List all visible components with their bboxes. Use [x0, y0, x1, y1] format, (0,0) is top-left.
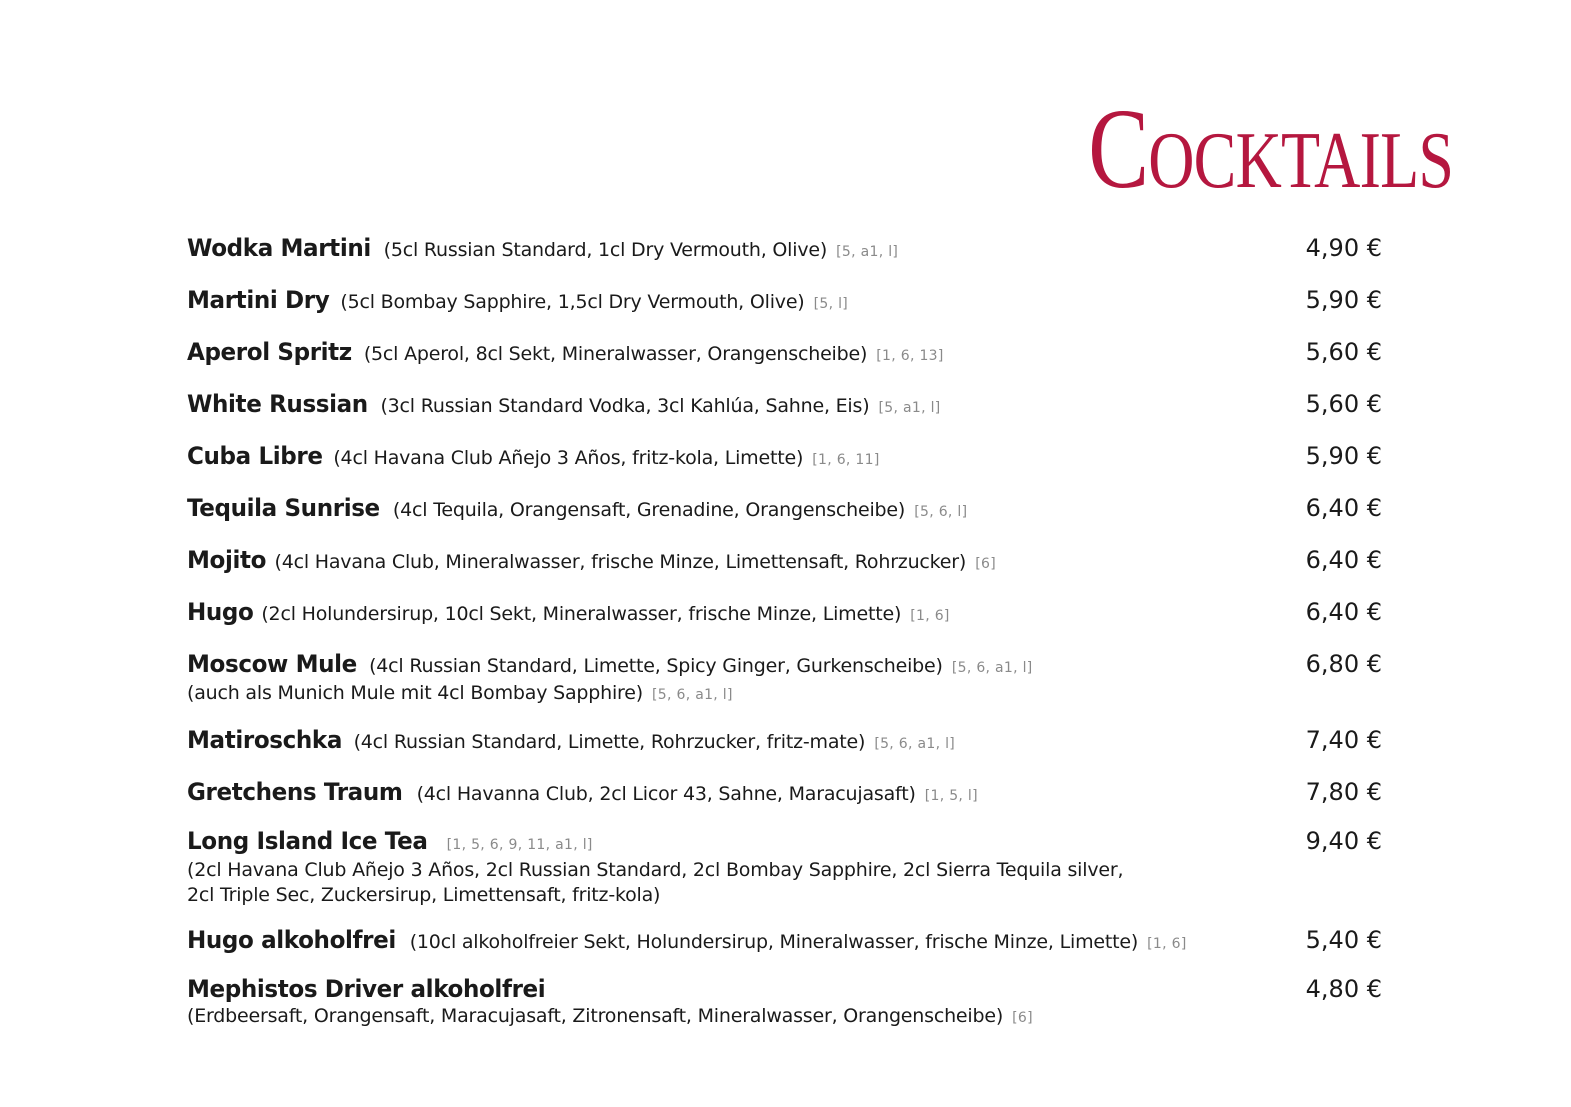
- menu-item-text: [187, 288, 1262, 317]
- item-name: Tequila Sunrise: [187, 494, 380, 522]
- menu-item: [187, 928, 1382, 957]
- item-allergens: [5, l]: [813, 296, 849, 312]
- menu-item-line: [187, 883, 1262, 908]
- item-price: 7,40 €: [1305, 726, 1382, 754]
- item-description: (4cl Russian Standard, Limette, Rohrzucker, fritz-mate): [353, 731, 866, 753]
- menu-item-line: [187, 681, 1262, 708]
- item-name: Cuba Libre: [187, 442, 323, 470]
- item-allergens: [1, 6]: [910, 608, 950, 624]
- menu-item-text: [187, 780, 1262, 809]
- menu-item-line: [187, 928, 1262, 957]
- menu-item-text: [187, 236, 1262, 265]
- item-name: Matiroschka: [187, 726, 343, 754]
- item-name: Mojito: [187, 546, 267, 574]
- menu-item-text: [187, 652, 1262, 708]
- item-price: 5,60 €: [1305, 338, 1382, 366]
- item-price: 5,60 €: [1305, 390, 1382, 418]
- item-name: Aperol Spritz: [187, 338, 352, 366]
- item-description: (4cl Havana Club, Mineralwasser, frische Minze, Limettensaft, Rohrzucker): [274, 551, 967, 573]
- menu-item: [187, 288, 1382, 317]
- item-price: 6,40 €: [1305, 494, 1382, 522]
- item-description: (10cl alkoholfreier Sekt, Holundersirup, Mineralwasser, frische Minze, Limette): [409, 931, 1139, 953]
- page-title: Cocktails: [1088, 85, 1453, 212]
- item-price: 6,80 €: [1305, 650, 1382, 678]
- item-description: (5cl Aperol, 8cl Sekt, Mineralwasser, Orangenscheibe): [363, 343, 868, 365]
- item-description: (2cl Holundersirup, 10cl Sekt, Mineralwasser, frische Minze, Limette): [261, 603, 902, 625]
- menu-item-line: [187, 444, 1262, 473]
- menu-item-text: [187, 829, 1262, 908]
- menu-item: [187, 392, 1382, 421]
- menu-item-text: [187, 548, 1262, 577]
- item-name: Long Island Ice Tea: [187, 827, 428, 855]
- item-allergens: [1, 5, 6, 9, 11, a1, l]: [446, 837, 593, 853]
- item-allergens: [1, 6, 13]: [876, 348, 944, 364]
- menu-item: [187, 496, 1382, 525]
- item-name: Wodka Martini: [187, 234, 371, 262]
- item-price: 9,40 €: [1305, 827, 1382, 855]
- menu-item-line: [187, 288, 1262, 317]
- menu-item: [187, 548, 1382, 577]
- item-allergens: [1, 6, 11]: [812, 452, 880, 468]
- menu-item-text: [187, 977, 1262, 1031]
- item-price: 4,90 €: [1305, 234, 1382, 262]
- item-price: 5,40 €: [1305, 926, 1382, 954]
- menu-item-line: [187, 977, 1262, 1004]
- menu-item-text: [187, 444, 1262, 473]
- item-allergens: [5, a1, l]: [836, 244, 899, 260]
- item-description: (4cl Havanna Club, 2cl Licor 43, Sahne, Maracujasaft): [416, 783, 916, 805]
- item-description: (4cl Havana Club Añejo 3 Años, fritz-kola, Limette): [333, 447, 804, 469]
- menu-item: [187, 444, 1382, 473]
- menu-item-line: [187, 1004, 1262, 1031]
- item-allergens: [6]: [975, 556, 996, 572]
- menu-item-line: [187, 600, 1262, 629]
- item-price: 7,80 €: [1305, 778, 1382, 806]
- menu-item-line: [187, 548, 1262, 577]
- item-allergens: [5, 6, a1, l]: [652, 687, 733, 703]
- item-name: White Russian: [187, 390, 368, 418]
- item-description: (4cl Tequila, Orangensaft, Grenadine, Orangenscheibe): [392, 499, 906, 521]
- item-allergens: [1, 5, l]: [924, 788, 978, 804]
- item-allergens: [5, a1, l]: [878, 400, 941, 416]
- item-price: 5,90 €: [1305, 286, 1382, 314]
- menu-item-text: [187, 928, 1262, 957]
- menu-item-line: [187, 829, 1262, 858]
- item-allergens: [5, 6, a1, l]: [951, 660, 1033, 676]
- item-allergens: [5, 6, l]: [914, 504, 968, 520]
- menu-item-line: [187, 780, 1262, 809]
- item-allergens: [6]: [1012, 1010, 1033, 1026]
- menu-item-line: [187, 392, 1262, 421]
- menu-item: [187, 780, 1382, 809]
- item-description: (2cl Havana Club Añejo 3 Años, 2cl Russian Standard, 2cl Bombay Sapphire, 2cl Sierra Tequila silver,: [187, 859, 1124, 881]
- menu-item: [187, 600, 1382, 629]
- menu-item: [187, 728, 1382, 757]
- item-allergens: [1, 6]: [1147, 936, 1187, 952]
- menu-item-line: [187, 858, 1262, 883]
- item-description: (3cl Russian Standard Vodka, 3cl Kahlúa, Sahne, Eis): [380, 395, 870, 417]
- item-name: Moscow Mule: [187, 650, 357, 678]
- item-name: Hugo alkoholfrei: [187, 926, 396, 954]
- item-name: Gretchens Traum: [187, 778, 403, 806]
- item-description: (5cl Russian Standard, 1cl Dry Vermouth, Olive): [383, 239, 828, 261]
- menu-item: [187, 829, 1382, 908]
- item-price: 6,40 €: [1305, 598, 1382, 626]
- menu-item: [187, 340, 1382, 369]
- item-description: (5cl Bombay Sapphire, 1,5cl Dry Vermouth, Olive): [340, 291, 805, 313]
- menu-item: [187, 236, 1382, 265]
- menu-item-text: [187, 600, 1262, 629]
- item-description: 2cl Triple Sec, Zuckersirup, Limettensaft, fritz-kola): [187, 884, 661, 906]
- item-name: Mephistos Driver alkoholfrei: [187, 975, 546, 1003]
- item-price: 6,40 €: [1305, 546, 1382, 574]
- menu-item: [187, 977, 1382, 1031]
- item-description: (Erdbeersaft, Orangensaft, Maracujasaft, Zitronensaft, Mineralwasser, Orangenscheibe): [187, 1005, 1004, 1027]
- item-description: (auch als Munich Mule mit 4cl Bombay Sapphire): [187, 682, 643, 704]
- menu-item-line: [187, 236, 1262, 265]
- item-price: 4,80 €: [1305, 975, 1382, 1003]
- item-name: Martini Dry: [187, 286, 330, 314]
- menu-item-text: [187, 392, 1262, 421]
- menu-item-text: [187, 340, 1262, 369]
- item-price: 5,90 €: [1305, 442, 1382, 470]
- menu-item-text: [187, 496, 1262, 525]
- item-name: Hugo: [187, 598, 254, 626]
- menu-item-line: [187, 340, 1262, 369]
- menu-item-line: [187, 652, 1262, 681]
- cocktail-menu: [187, 236, 1382, 1053]
- menu-item: [187, 652, 1382, 708]
- menu-item-text: [187, 728, 1262, 757]
- menu-item-line: [187, 496, 1262, 525]
- item-description: (4cl Russian Standard, Limette, Spicy Ginger, Gurkenscheibe): [369, 655, 943, 677]
- menu-item-line: [187, 728, 1262, 757]
- item-allergens: [5, 6, a1, l]: [874, 736, 956, 752]
